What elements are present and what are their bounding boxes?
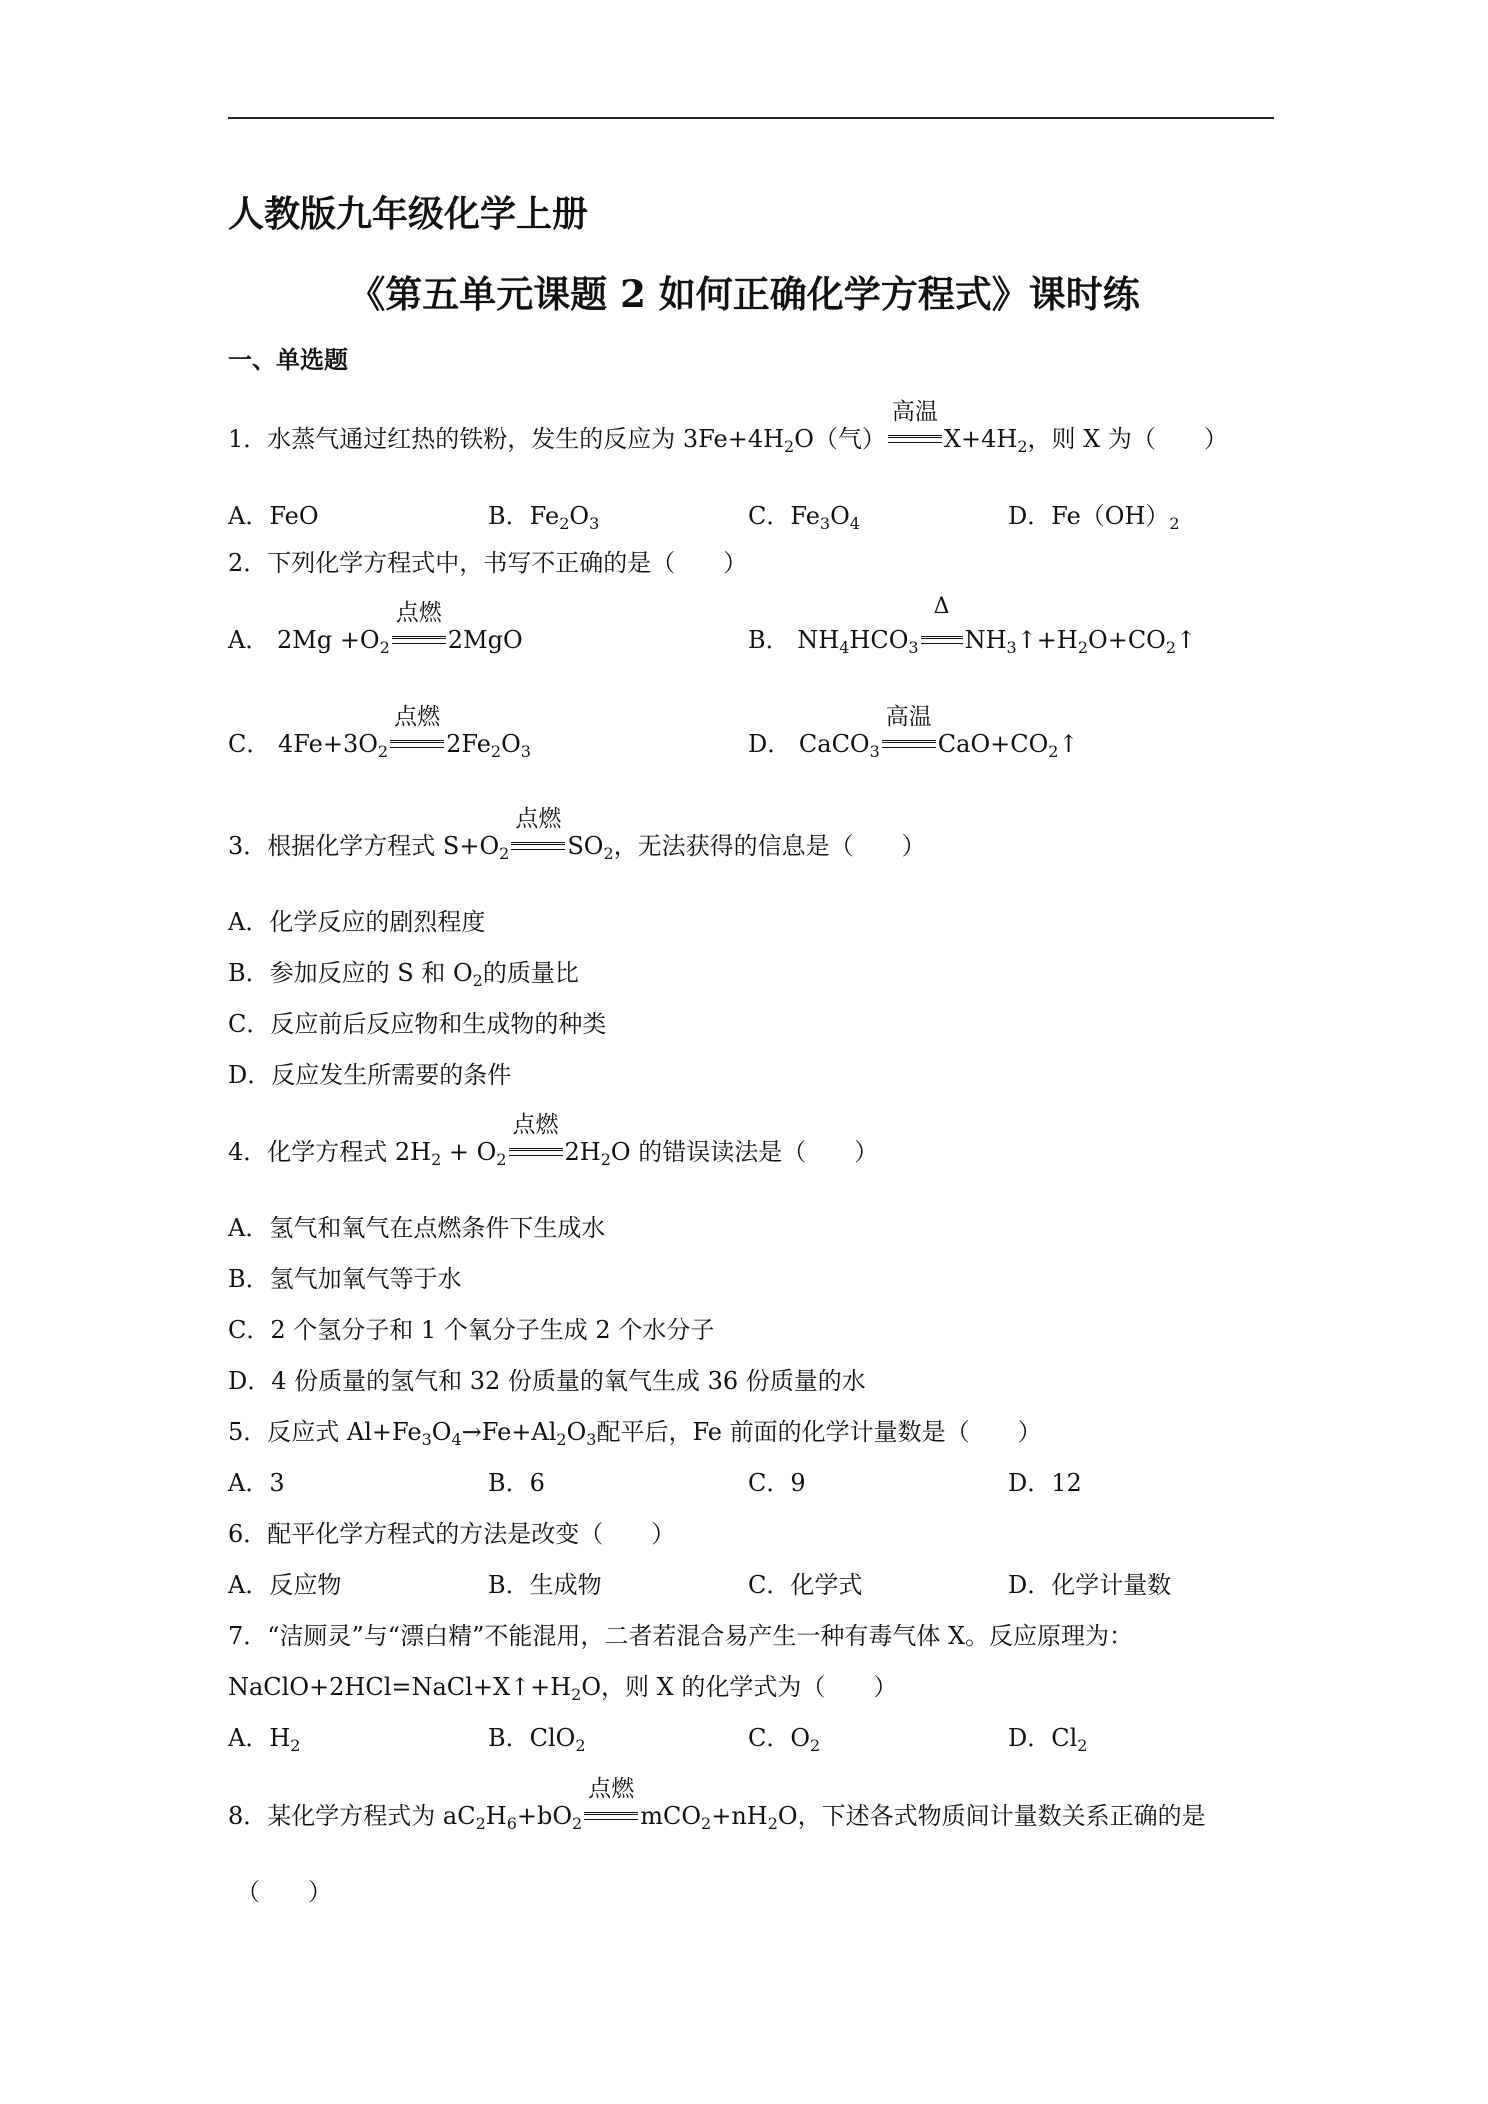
option-b[interactable]: B．氢气加氧气等于水 — [228, 1265, 462, 1293]
option-d[interactable]: D．4 份质量的氢气和 32 份质量的氧气生成 36 份质量的水 — [228, 1367, 866, 1395]
option-d[interactable]: D．$Fe(OH)_2$ — [1008, 502, 1180, 533]
question-4: 4．化学方程式 $2H_2 + O_2$ 点燃 $2H_2O$ 的错误读法是（ ） — [228, 1112, 879, 1169]
option-c[interactable]: C． $4Fe+3O_2$ 点燃 $2Fe_2O_3$ — [228, 704, 531, 761]
reaction-condition: 点燃 — [509, 830, 567, 854]
document-title: 人教版九年级化学上册 — [228, 193, 589, 235]
option-a[interactable]: A．FeO — [228, 502, 319, 530]
reaction-condition: 点燃 — [390, 624, 448, 648]
question-6: 6．配平化学方程式的方法是改变（ ） — [228, 1520, 676, 1548]
section-heading: 一、单选题 — [228, 345, 348, 374]
option-a[interactable]: A．反应物 — [228, 1571, 342, 1599]
option-c[interactable]: C．9 — [748, 1469, 806, 1497]
question-7: 7．“洁厕灵”与“漂白精”不能混用，二者若混合易产生一种有毒气体 X。反应原理为： — [228, 1622, 1134, 1650]
question-5: 5．反应式 $Al+Fe_3O_4\to Fe+Al_2O_3$配平后，Fe 前面的化学计量数是（ ） — [228, 1418, 1042, 1449]
question-3: 3．根据化学方程式 $S+O_2$ 点燃 $SO_2$，无法获得的信息是（ ） — [228, 806, 926, 863]
option-c[interactable]: C．$Fe_3O_4$ — [748, 502, 860, 533]
reaction-condition: 点燃 — [388, 728, 446, 752]
option-a[interactable]: A．化学反应的剧烈程度 — [228, 908, 486, 936]
option-a[interactable]: A．3 — [228, 1469, 285, 1497]
reaction-condition: 高温 — [886, 423, 944, 447]
option-b[interactable]: B． $NH_4HCO_3$ Δ $NH_3↑+H_2O+CO_2↑$ — [748, 594, 1197, 657]
option-a[interactable]: A．氢气和氧气在点燃条件下生成水 — [228, 1214, 606, 1242]
question-2: 2．下列化学方程式中，书写不正确的是（ ） — [228, 549, 748, 577]
option-d[interactable]: D．12 — [1008, 1469, 1082, 1497]
option-c[interactable]: C．$O_2$ — [748, 1724, 821, 1755]
option-d[interactable]: D． CaCO$_3$ 高温 $CaO+CO_2↑$ — [748, 704, 1079, 761]
option-d[interactable]: D．$Cl_2$ — [1008, 1724, 1088, 1755]
option-a[interactable]: A． $2Mg +O_2$ 点燃 2MgO — [228, 600, 523, 657]
question-8-answer-paren: （ ） — [236, 1878, 332, 1906]
option-c[interactable]: C．2 个氢分子和 1 个氧分子生成 2 个水分子 — [228, 1316, 715, 1344]
option-b[interactable]: B．6 — [488, 1469, 545, 1497]
option-c[interactable]: C．化学式 — [748, 1571, 863, 1599]
option-a[interactable]: A．$H_2$ — [228, 1724, 301, 1755]
option-b[interactable]: B．参加反应的 S 和 $O_2$的质量比 — [228, 959, 579, 990]
option-d[interactable]: D．反应发生所需要的条件 — [228, 1061, 512, 1089]
reaction-condition: 高温 — [880, 728, 938, 752]
option-b[interactable]: B．$Fe_2O_3$ — [488, 502, 600, 533]
reaction-condition: Δ — [919, 624, 965, 648]
reaction-condition: 点燃 — [582, 1800, 640, 1824]
option-d[interactable]: D．化学计量数 — [1008, 1571, 1172, 1599]
question-7-line-2: $NaClO+2HCl=NaCl+X↑+H_2O$，则 X 的化学式为（ ） — [228, 1673, 898, 1704]
option-b[interactable]: B．ClO$_2$ — [488, 1724, 586, 1755]
option-c[interactable]: C．反应前后反应物和生成物的种类 — [228, 1010, 607, 1038]
question-8: 8．某化学方程式为 $aC_2H_6+bO_2$ 点燃 $mCO_2+nH_2O$，下述各式物质间计量数关系正确的是 — [228, 1776, 1206, 1833]
option-b[interactable]: B．生成物 — [488, 1571, 602, 1599]
document-subtitle: 《第五单元课题 2 如何正确化学方程式》课时练 — [348, 272, 1140, 316]
question-1: 1．水蒸气通过红热的铁粉，发生的反应为 $3Fe+4H_2O$（气） 高温 $X+4H_2$，则 X 为（ ） — [228, 399, 1228, 456]
header-rule — [228, 117, 1274, 119]
reaction-condition: 点燃 — [507, 1136, 565, 1160]
